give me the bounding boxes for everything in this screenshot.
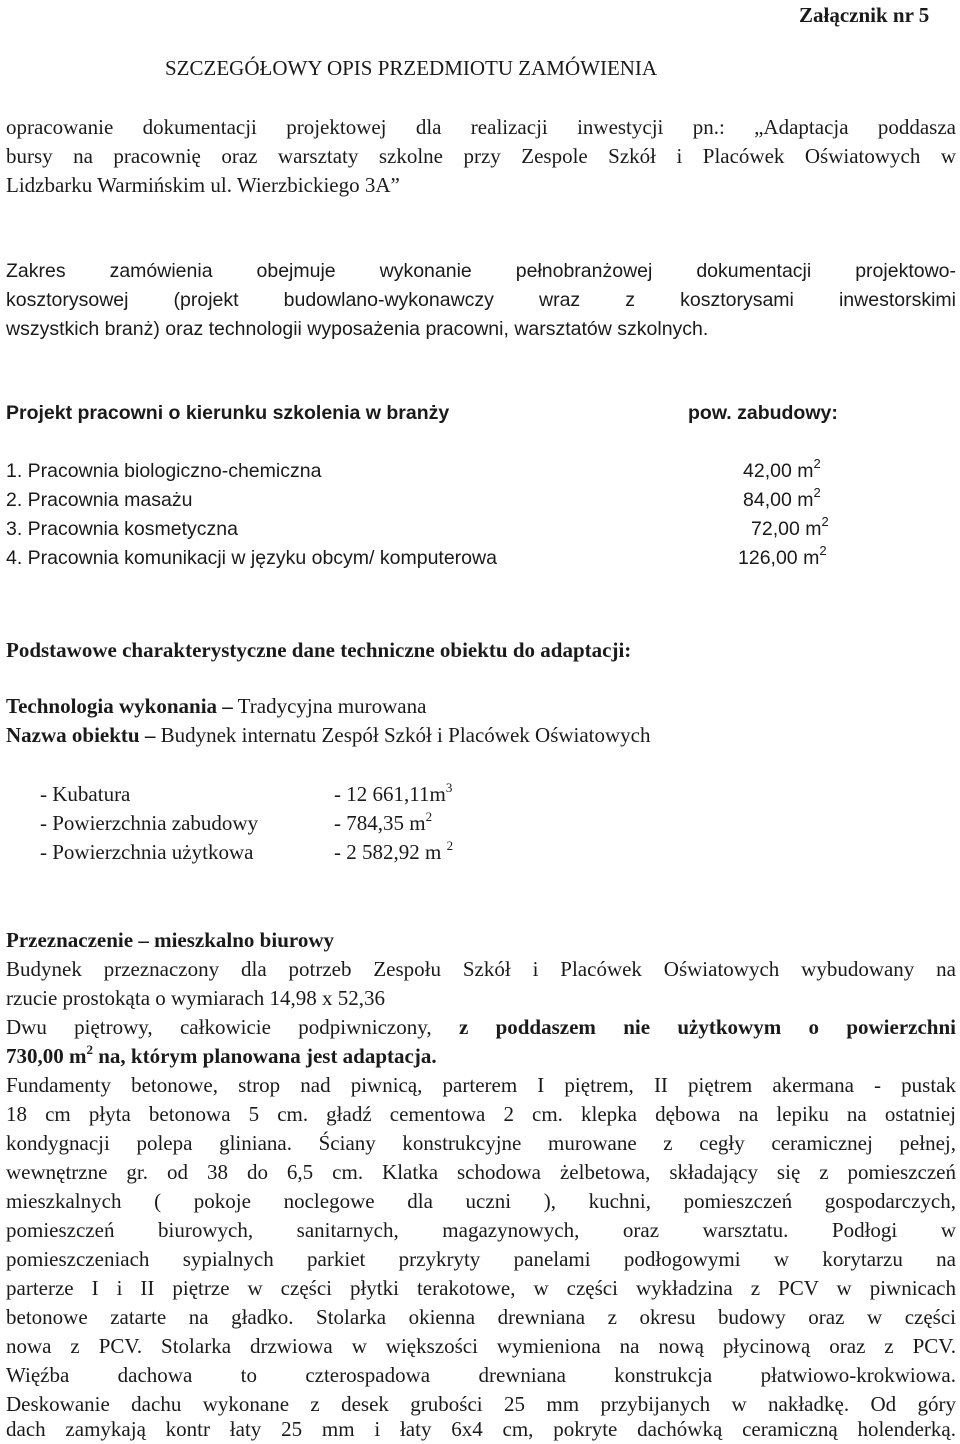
technology-row: Technologia wykonania – Tradycyjna murowana (6, 694, 427, 718)
page-title: SZCZEGÓŁOWY OPIS PRZEDMIOTU ZAMÓWIENIA (165, 56, 658, 80)
workshop-item-area: 72,00 $m^2$ (751, 514, 829, 540)
scope-line: kosztorysowej (projekt budowlano-wykonawczy wraz z kosztorysami inwestorskimi (6, 289, 956, 311)
workshop-item-area: 126,00 $m^2$ (738, 543, 827, 569)
scope-line: Zakres zamówienia obejmuje wykonanie pełnobranżowej dokumentacji projektowo- (6, 260, 956, 282)
workshops-header-area: pow. zabudowy: (688, 402, 838, 424)
object-row: Nazwa obiektu – Budynek internatu Zespół Szkół i Placówek Oświatowych (6, 723, 651, 747)
description-line: Więźba dachowa to czterospadowa drewniana konstrukcja płatwiowo-krokwiowa. (6, 1363, 956, 1387)
purpose-heading: Przeznaczenie – mieszkalno biurowy (6, 928, 334, 952)
param-value: - 12 $661,11m^3$ (334, 780, 453, 806)
description-line: nowa z PCV. Stolarka drzwiowa w większości wymieniona na nową płycinową oraz z PCV. (6, 1334, 956, 1358)
intro-line: bursy na pracownię oraz warsztaty szkolne przy Zespole Szkół i Placówek Oświatowych w (6, 144, 956, 168)
param-label: - Powierzchnia zabudowy (40, 811, 259, 835)
workshop-item-name: 4. Pracownia komunikacji w języku obcym/ komputerowa (6, 547, 497, 569)
intro-line: opracowanie dokumentacji projektowej dla realizacji inwestycji pn.: „Adaptacja poddasza (6, 115, 956, 139)
intro-line: Lidzbarku Warmińskim ul. Wierzbickiego 3A” (6, 173, 400, 197)
description-line: dach zamykają kontr łaty 25 mm i łaty 6x4 cm, pokryte dachówką ceramiczną holenderką. (6, 1417, 956, 1441)
workshop-item-name: 1. Pracownia biologiczno-chemiczna (6, 460, 322, 482)
annex-label: Załącznik nr 5 (799, 3, 930, 27)
workshop-item-name: 3. Pracownia kosmetyczna (6, 518, 238, 540)
description-line: 18 cm płyta betonowa 5 cm. gładź cementowa 2 cm. klepka dębowa na lepiku na ostatniej (6, 1102, 956, 1126)
workshops-header-name: Projekt pracowni o kierunku szkolenia w branży (6, 402, 450, 424)
description-line: wewnętrzne gr. od 38 do 6,5 cm. Klatka schodowa żelbetowa, składający się z pomieszczeń (6, 1160, 956, 1184)
tech-heading: Podstawowe charakterystyczne dane techniczne obiektu do adaptacji: (6, 638, 632, 662)
purpose-line: 730,00 $m^2$ na, którym planowana jest adaptacja. (6, 1042, 437, 1068)
workshop-item-area: 42,00 $m^2$ (743, 456, 821, 482)
description-line: pomieszczeniach sypialnych parkiet przykryty panelami podłogowymi w korytarzu na (6, 1247, 956, 1271)
scope-line: wszystkich branż) oraz technologii wyposażenia pracowni, warsztatów szkolnych. (6, 318, 709, 340)
param-value: - 2 582,92 m $^2$ (334, 838, 454, 864)
purpose-line: Budynek przeznaczony dla potrzeb Zespołu Szkół i Placówek Oświatowych wybudowany na (6, 957, 956, 981)
description-line: mieszkalnych ( pokoje noclegowe dla uczni ), kuchni, pomieszczeń gospodarczych, (6, 1189, 956, 1213)
param-label: - Kubatura (40, 782, 131, 806)
description-line: betonowe zatarte na gładko. Stolarka okienna drewniana z okresu budowy oraz w części (6, 1305, 956, 1329)
purpose-line: rzucie prostokąta o wymiarach 14,98 x 52,36 (6, 986, 386, 1010)
param-value: - 784,35 $m^2$ (334, 809, 433, 835)
description-line: Fundamenty betonowe, strop nad piwnicą, parterem I piętrem, II piętrem akermana - pustak (6, 1073, 956, 1097)
purpose-line: Dwu piętrowy, całkowicie podpiwniczony, z poddaszem nie użytkowym o powierzchni (6, 1015, 956, 1039)
description-line: Deskowanie dachu wykonane z desek grubości 25 mm przybijanych w nakładkę. Od góry (6, 1392, 956, 1416)
param-label: - Powierzchnia użytkowa (40, 840, 254, 864)
description-line: pomieszczeń biurowych, sanitarnych, magazynowych, oraz warsztatu. Podłogi w (6, 1218, 956, 1242)
description-line: parterze I i II piętrze w części płytki terakotowe, w części wykładzina z PCV w piwnicach (6, 1276, 956, 1300)
workshop-item-area: 84,00 $m^2$ (743, 485, 821, 511)
workshop-item-name: 2. Pracownia masażu (6, 489, 193, 511)
description-line: kondygnacji polepa gliniana. Ściany konstrukcyjne murowane z cegły ceramicznej pełnej, (6, 1131, 956, 1155)
